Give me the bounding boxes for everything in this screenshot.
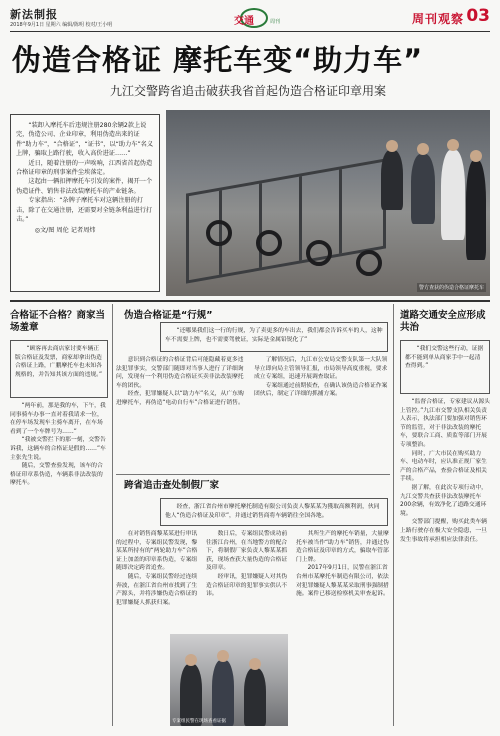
badge-main: 交通 — [234, 16, 254, 27]
right-quote-box — [400, 340, 490, 394]
wheel-icon — [356, 250, 382, 276]
column-rule — [112, 304, 113, 726]
person-head — [217, 650, 229, 662]
person — [244, 668, 266, 726]
bottom-photo — [170, 634, 288, 726]
person — [212, 660, 234, 726]
bottom-section-title: 跨省追击查处制假厂家 — [124, 480, 220, 491]
bottom-column-2 — [206, 530, 292, 630]
person-head — [386, 140, 398, 152]
right-section-title: 道路交通安全应形成共治 — [400, 310, 486, 333]
main-photo — [166, 110, 490, 296]
wheel-icon — [306, 240, 332, 266]
body-paragraph: 意识到合格证的合格证背后可能隐藏着更多违法犯罪事实，交警部门随即对当事人进行了详细询问，发现有一个利用伪造合格证买卖非法改装摩托车的团伙。 — [116, 357, 244, 389]
intro-paragraph: 近日，随着注册的一声唉响，江西省首起伪造合格证印章的刑事案件尘埃落定。 — [16, 159, 153, 177]
person — [180, 664, 202, 726]
body-paragraph: 数日后，专案组民警成功前往浙江台州，在当地警方的配合下，将制假厂家负责人黎某某抓获，现场查获大量伪造的合格证及印章。 — [206, 531, 288, 572]
mid-quote-box — [160, 322, 388, 352]
subhead: 九江交警跨省追击破获我省首起伪造合格证印章用案 — [110, 84, 387, 98]
bottom-column-3 — [296, 530, 390, 726]
badge-sub: 周刊 — [270, 19, 281, 25]
left-column-body — [10, 402, 108, 726]
body-paragraph: 据了解，在此次专项行动中，九江交警共查获非法改装摩托车200余辆，有效净化了道路交通环境。 — [400, 484, 487, 517]
person — [466, 160, 486, 260]
intro-box — [10, 114, 160, 292]
person-head — [417, 143, 429, 155]
page-number: 03 — [466, 6, 490, 26]
person-head — [470, 150, 482, 162]
headline: 伪造合格证 摩托车变“助力车” — [12, 43, 424, 77]
photo-caption: 警方查获的伪造合格证摩托车 — [418, 285, 484, 291]
section-name: 周刊观察 — [411, 12, 464, 26]
body-paragraph: “我被交警拦下的那一刻，交警告诉我，这辆车的合格证是假的……”车主张先生说。 — [10, 437, 106, 461]
left-quote-box — [10, 340, 108, 398]
person — [441, 150, 465, 240]
quote-text: “我们交警这些行动，证据都不能到单从商家手中一起清查得到。” — [405, 346, 484, 370]
wheel-icon — [256, 230, 282, 256]
intro-paragraph: 这起由一辆扣押摩托车引发的案件，揭开一个伪造证件、销售非法改装摩托车的产业链条。 — [16, 178, 153, 195]
mid-column-body-b — [254, 356, 390, 470]
masthead — [10, 6, 490, 32]
body-paragraph: 经查，犯罪嫌疑人以“助力车”名义，从广东购进摩托车，再伪造“电动自行车”合格证进行销售。 — [116, 391, 244, 406]
intro-paragraph: 专家指出：“杂牌子摩托车对这辆注册的打击，除了在交通注册，还需要对全链条利益进行打击。” — [16, 197, 153, 224]
body-paragraph: 2017年9月1日，民警在浙江省台州市某摩托车制造有限公司，依法对犯罪嫌疑人黎某某采取刑事强制措施。案件已移送检察机关审查起诉。 — [296, 565, 389, 598]
body-paragraph: 经审讯，犯罪嫌疑人对其伪造合格证印章的犯罪事实供认不讳。 — [206, 573, 288, 598]
body-paragraph: “两年前，那是我的车，下午，我同事骑车办事一直对着我请求一位，在停车场发现车主骑车离开，在车场看到了一个车牌号为……” — [10, 403, 106, 435]
section-badge — [220, 6, 290, 30]
body-paragraph: 在对销售商黎某某进行审讯的过程中，专案组民警发现，黎某某所持有的“两轮助力车”合格证上加盖的印章系伪造，专案组随即决定跨省追查。 — [116, 531, 198, 572]
bottom-quote-box — [160, 498, 388, 526]
person-head — [185, 654, 197, 666]
body-paragraph: 其所生产的摩托车销量，大量摩托车被当作“助力车”销售，并通过伪造合格证及印章的方式，骗取车管部门上牌。 — [296, 531, 389, 563]
intro-paragraph: “装卸入摩托车后违规注册280余辆2款上说完，伪造公司、企业印章，利用伪造出来的证件“助力车”，“合格证”，“证书”，以“助力车”名义上牌，骗取上路行驶，收入高价进证……” — [16, 122, 154, 158]
photo-caption: 专案组民警在现场查看证据 — [172, 719, 226, 724]
quote-text: 经查，浙江省台州市摩托摩托制造有限公司负责人黎某某为獲取高额利润，伙同他人“伪造合格证及印章”，并通过销售商将车辆销往全国各地。 — [165, 504, 380, 519]
section-divider — [10, 300, 490, 302]
wheel-icon — [206, 220, 232, 246]
right-column-body — [400, 398, 490, 726]
quote-text: “还哪果我们这一行的行规，为了卖更多的车出去，我们都会告诉买车的人，这种车不需要上牌，也不需要驾驶证，实际是金属铅锐化了” — [165, 328, 383, 343]
mid-section-title: 伪造合格证是“行规” — [124, 310, 213, 321]
body-paragraph: “监督合格证，专家建议从源头上管控。”九江市交警支队相关负责人表示，执法部门要加强对销售环节的监管，对于非法改装的摩托车，要联合工商、质监等部门开展专项整治。 — [400, 399, 490, 448]
person-head — [447, 139, 459, 151]
column-rule — [393, 304, 394, 726]
left-section-title: 合格证不合格？商家当场羞章 — [10, 310, 106, 333]
author-credit: ◎文/图 周伦 记者周炜 — [34, 227, 96, 235]
body-paragraph: 同时，广大市民在购买助力车、电动车时，应认准正规厂家生产的合格产品，查验合格证及相关手续。 — [400, 450, 487, 483]
body-paragraph: 专案组通过前期侦查，在确认该伪造合格证作案团伙后，制定了详细的抓捕方案。 — [254, 382, 388, 398]
paper-logo: 新法制报 — [10, 8, 58, 21]
person — [381, 150, 403, 210]
bottom-column-1 — [116, 530, 202, 630]
person-head — [249, 658, 261, 670]
mid-column-body — [116, 356, 248, 470]
body-paragraph: 随后，专案组民警经过连续奔波，在浙江省台州市找到了生产源头，并将涉嫌伪造合格证的犯罪嫌疑人抓获归案。 — [116, 573, 198, 606]
body-paragraph: 了解情况后，九江市公安局交警支队第一大队领导立即向局主管领导汇报，市局领导高度重视，要求成立专案组，迅速开展调查取证。 — [254, 357, 388, 381]
issue-info: 2018年9月1日 星期六 编辑/陈明 校对/王小明 — [10, 22, 113, 28]
body-paragraph: 随后，交警查验发现，该车的合格证印章系伪造，车辆系非法改装的摩托车。 — [10, 463, 103, 487]
section-divider — [116, 474, 390, 475]
person — [411, 154, 435, 224]
quote-text: “顾客再去商店家讨要车辆正版合格证及发票，商家却拿出伪造合格证上路，广鹏摩托车也未知各规格的，并告知其该方面的违规。” — [15, 346, 103, 378]
body-paragraph: 交警部门提醒，购买此类车辆上路行驶存在极大安全隐患，一旦发生事故将承担相应法律责任。 — [400, 519, 487, 543]
